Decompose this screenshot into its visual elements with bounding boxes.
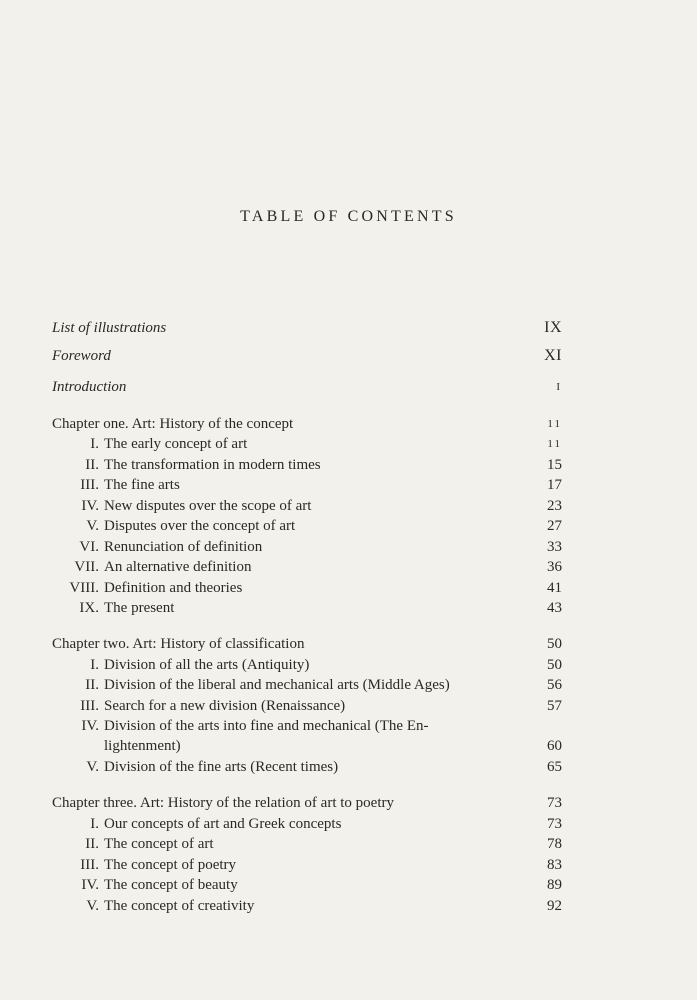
- toc-section: [52, 757, 562, 777]
- chapter-title: Chapter three. Art: History of the relation of art to poetry: [52, 795, 394, 811]
- section-label: The concept of art: [104, 836, 214, 852]
- entry-page: 89: [547, 877, 562, 893]
- entry-page: 41: [547, 580, 562, 596]
- section-numeral: VIII.: [69, 580, 99, 596]
- entry-page: 23: [547, 498, 562, 514]
- toc-section: [52, 716, 562, 736]
- entry-page: 36: [547, 559, 562, 575]
- toc-section: [52, 496, 562, 516]
- entry-page: 15: [547, 457, 562, 473]
- toc-section: [52, 557, 562, 577]
- section-numeral: II.: [85, 677, 99, 693]
- section-label: An alternative definition: [104, 559, 252, 575]
- toc-section: [52, 834, 562, 854]
- section-label: Our concepts of art and Greek concepts: [104, 816, 342, 832]
- section-numeral: II.: [85, 836, 99, 852]
- entry-page: 11: [547, 438, 562, 450]
- entry-page: 73: [547, 795, 562, 811]
- entry-page: 60: [547, 738, 562, 754]
- entry-page: 78: [547, 836, 562, 852]
- toc-entry-introduction: [52, 377, 562, 397]
- section-label: Disputes over the concept of art: [104, 518, 296, 534]
- section-label: The concept of creativity: [104, 898, 255, 914]
- toc-entry-illustrations: [52, 318, 562, 338]
- section-numeral: I.: [90, 436, 99, 452]
- chapter-heading: [52, 634, 562, 654]
- toc-entry-foreword: [52, 346, 562, 366]
- entry-page: 65: [547, 759, 562, 775]
- chapter-heading: [52, 793, 562, 813]
- section-numeral: VII.: [74, 559, 99, 575]
- section-label: Division of the arts into fine and mechanical (The En-: [104, 718, 429, 734]
- section-numeral: IX.: [79, 600, 99, 616]
- toc-section: [52, 814, 562, 834]
- section-numeral: III.: [80, 477, 99, 493]
- section-label: The transformation in modern times: [104, 457, 321, 473]
- entry-page: 27: [547, 518, 562, 534]
- toc-section: [52, 598, 562, 618]
- section-numeral: IV.: [81, 498, 99, 514]
- entry-page: 92: [547, 898, 562, 914]
- toc-section-continuation: [52, 736, 562, 756]
- entry-page: 11: [547, 418, 562, 430]
- entry-label: Introduction: [52, 379, 127, 395]
- section-numeral: II.: [85, 457, 99, 473]
- section-numeral: V.: [86, 518, 99, 534]
- section-label: Division of the liberal and mechanical arts (Middle Ages): [104, 677, 450, 693]
- toc-section: [52, 875, 562, 895]
- section-label: The fine arts: [104, 477, 180, 493]
- entry-label: Foreword: [52, 348, 111, 364]
- toc-section: [52, 696, 562, 716]
- section-label: Renunciation of definition: [104, 539, 263, 555]
- toc-section: [52, 896, 562, 916]
- section-numeral: IV.: [81, 718, 99, 734]
- page-title: TABLE OF CONTENTS: [240, 208, 457, 225]
- entry-page: 43: [547, 600, 562, 616]
- toc-section: [52, 475, 562, 495]
- section-label: The early concept of art: [104, 436, 248, 452]
- toc-section: [52, 516, 562, 536]
- section-numeral: V.: [86, 759, 99, 775]
- entry-page: IX: [544, 319, 562, 336]
- section-numeral: I.: [90, 816, 99, 832]
- chapter-title: Chapter two. Art: History of classification: [52, 636, 305, 652]
- section-label: Division of the fine arts (Recent times): [104, 759, 339, 775]
- section-label-continuation: lightenment): [104, 738, 181, 754]
- chapter-heading: [52, 414, 562, 434]
- entry-page: XI: [544, 347, 562, 364]
- section-numeral: I.: [90, 657, 99, 673]
- entry-page: 50: [547, 657, 562, 673]
- section-numeral: III.: [80, 698, 99, 714]
- section-label: The present: [104, 600, 175, 616]
- toc-section: [52, 855, 562, 875]
- entry-label: List of illustrations: [52, 320, 167, 336]
- entry-page: 17: [547, 477, 562, 493]
- section-label: New disputes over the scope of art: [104, 498, 312, 514]
- section-numeral: V.: [86, 898, 99, 914]
- toc-section: [52, 655, 562, 675]
- entry-page: 57: [547, 698, 562, 714]
- chapter-title: Chapter one. Art: History of the concept: [52, 416, 294, 432]
- entry-page: 73: [547, 816, 562, 832]
- entry-page: I: [556, 381, 562, 393]
- entry-page: 33: [547, 539, 562, 555]
- toc-section: [52, 578, 562, 598]
- section-label: The concept of beauty: [104, 877, 238, 893]
- toc-section: [52, 537, 562, 557]
- section-label: Division of all the arts (Antiquity): [104, 657, 310, 673]
- entry-page: 50: [547, 636, 562, 652]
- section-numeral: VI.: [79, 539, 99, 555]
- section-label: Definition and theories: [104, 580, 243, 596]
- section-label: The concept of poetry: [104, 857, 237, 873]
- entry-page: 83: [547, 857, 562, 873]
- toc-section: [52, 675, 562, 695]
- toc-section: [52, 434, 562, 454]
- section-numeral: IV.: [81, 877, 99, 893]
- toc-section: [52, 455, 562, 475]
- section-label: Search for a new division (Renaissance): [104, 698, 346, 714]
- section-numeral: III.: [80, 857, 99, 873]
- entry-page: 56: [547, 677, 562, 693]
